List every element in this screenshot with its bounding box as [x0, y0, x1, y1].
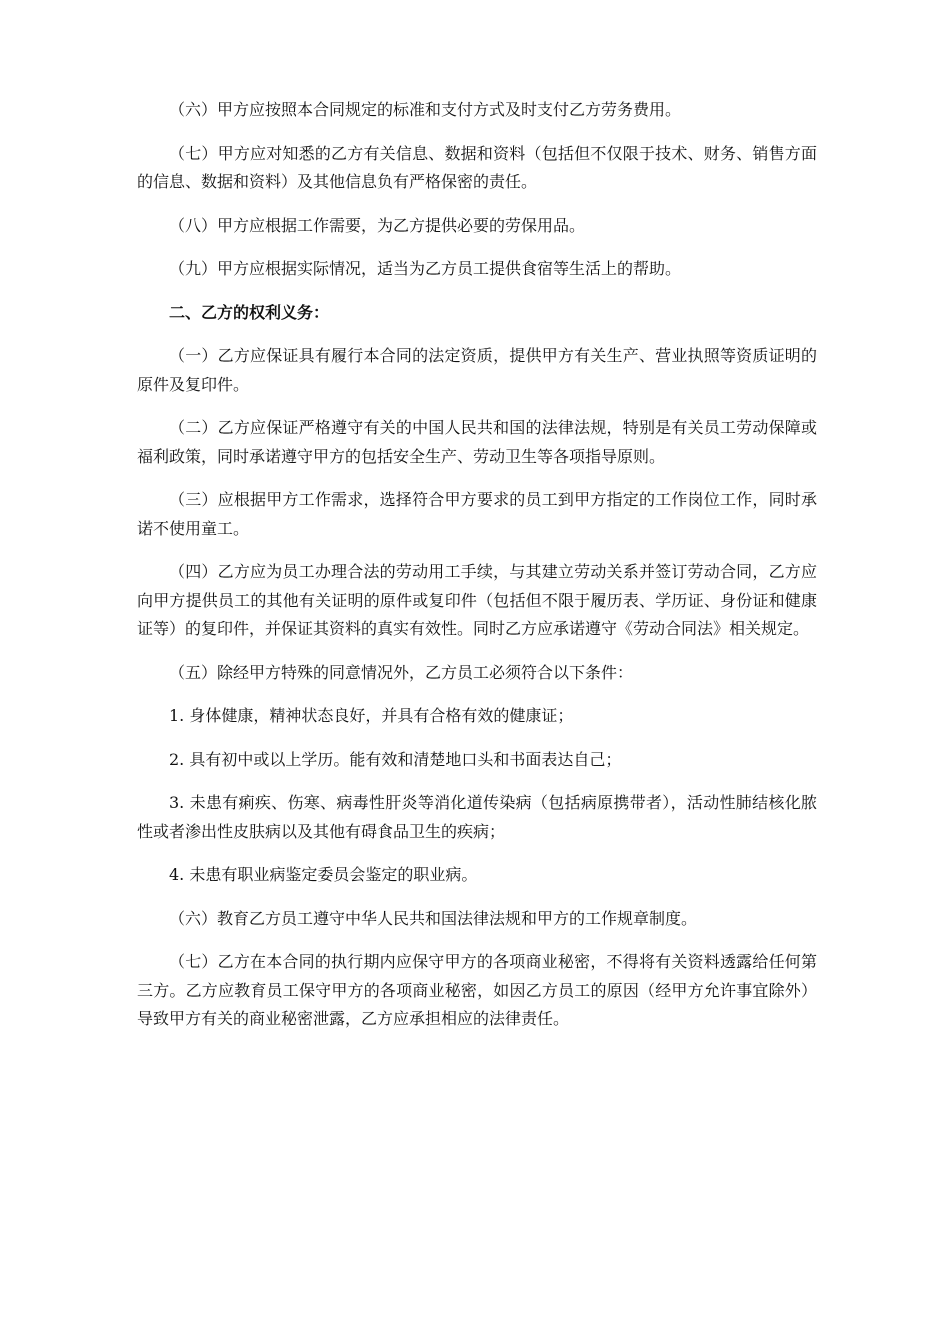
clause-party-b-2: （二）乙方应保证严格遵守有关的中国人民共和国的法律法规，特别是有关员工劳动保障或福利政策，同时承诺遵守甲方的包括安全生产、劳动卫生等各项指导原则。	[137, 418, 817, 466]
clause-party-a-7: （七）甲方应对知悉的乙方有关信息、数据和资料（包括但不仅限于技术、财务、销售方面的信息、数据和资料）及其他信息负有严格保密的责任。	[137, 143, 817, 191]
clause-party-a-8: （八）甲方应根据工作需要，为乙方提供必要的劳保用品。	[169, 215, 586, 235]
condition-item-1: 1. 身体健康，精神状态良好，并具有合格有效的健康证；	[169, 706, 574, 725]
condition-item-4: 4. 未患有职业病鉴定委员会鉴定的职业病。	[169, 865, 478, 884]
clause-party-b-1: （一）乙方应保证具有履行本合同的法定资质，提供甲方有关生产、营业执照等资质证明的原件及复印件。	[137, 346, 817, 394]
clause-party-b-6: （六）教育乙方员工遵守中华人民共和国法律法规和甲方的工作规章制度。	[169, 908, 698, 928]
clause-party-a-9: （九）甲方应根据实际情况，适当为乙方员工提供食宿等生活上的帮助。	[169, 259, 682, 278]
document-body	[137, 96, 817, 1049]
clause-party-b-5: （五）除经甲方特殊的同意情况外，乙方员工必须符合以下条件：	[169, 662, 634, 682]
condition-item-3: 3. 未患有痢疾、伤寒、病毒性肝炎等消化道传染病（包括病原携带者），活动性肺结核化脓性或者渗出性皮肤病以及其他有碍食品卫生的疾病；	[137, 793, 817, 841]
clause-party-b-3: （三）应根据甲方工作需求，选择符合甲方要求的员工到甲方指定的工作岗位工作，同时承诺不使用童工。	[137, 490, 817, 538]
section-heading-party-b: 二、乙方的权利义务：	[169, 302, 330, 322]
clause-party-b-7: （七）乙方在本合同的执行期内应保守甲方的各项商业秘密，不得将有关资料透露给任何第三方。乙方应教育员工保守甲方的各项商业秘密，如因乙方员工的原因（经甲方允许事宜除外）导致甲方有关的商业秘密泄露，乙方应承担相应的法律责任。	[137, 952, 817, 1028]
clause-party-a-6: （六）甲方应按照本合同规定的标准和支付方式及时支付乙方劳务费用。	[169, 100, 682, 119]
clause-party-b-4: （四）乙方应为员工办理合法的劳动用工手续，与其建立劳动关系并签订劳动合同，乙方应向甲方提供员工的其他有关证明的原件或复印件（包括但不限于履历表、学历证、身份证和健康证等）的复印件，并保证其资料的真实有效性。同时乙方应承诺遵守《劳动合同法》相关规定。	[137, 562, 817, 638]
condition-item-2: 2. 具有初中或以上学历。能有效和清楚地口头和书面表达自己；	[169, 749, 622, 769]
